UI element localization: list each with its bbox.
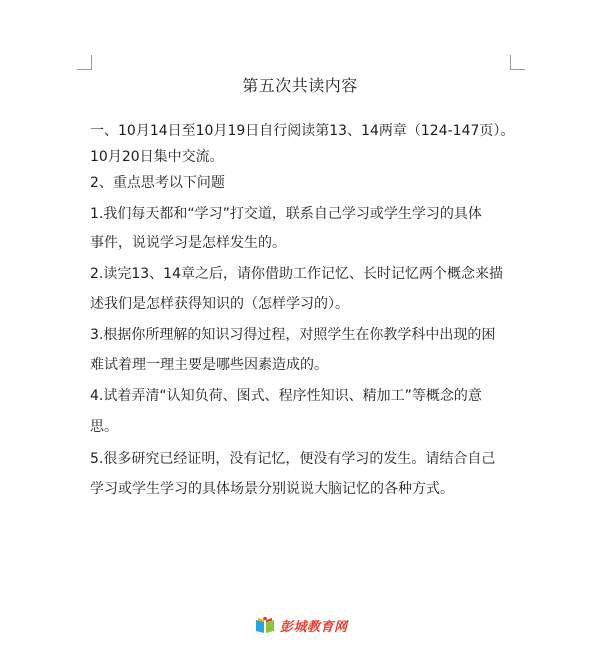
document-title: 第五次共读内容 <box>242 76 358 95</box>
footer-logo <box>255 614 348 636</box>
logo-text: 彭城教育网 <box>280 619 348 635</box>
body-line-3: 2、重点思考以下问题 <box>90 175 225 191</box>
body-line-13: 学习或学生学习的具体场景分别说说大脑记忆的各种方式。 <box>90 481 454 497</box>
body-line-7: 述我们是怎样获得知识的（怎样学习的）。 <box>90 296 349 312</box>
body-line-12: 5.很多研究已经证明，没有记忆，便没有学习的发生。请结合自己 <box>90 451 496 467</box>
body-line-10: 4.试着弄清“认知负荷、图式、程序性知识、精加工”等概念的意 <box>90 388 482 404</box>
body-line-6: 2.读完13、14章之后，请你借助工作记忆、长时记忆两个概念来描 <box>90 266 503 282</box>
body-line-5: 事件，说说学习是怎样发生的。 <box>90 235 286 251</box>
body-line-11: 思。 <box>90 419 118 435</box>
crop-mark-top-right <box>510 55 525 70</box>
body-line-8: 3.根据你所理解的知识习得过程，对照学生在你教学科中出现的困 <box>90 327 496 343</box>
body-line-2: 10月20日集中交流。 <box>90 149 224 165</box>
crop-mark-top-left <box>77 55 92 70</box>
body-line-1: 一、10月14日至10月19日自行阅读第13、14两章（124-147页）。 <box>90 123 515 139</box>
body-line-4: 1.我们每天都和“学习”打交道，联系自己学习或学生学习的具体 <box>90 206 482 222</box>
open-book-icon <box>255 616 275 634</box>
body-line-9: 难试着理一理主要是哪些因素造成的。 <box>90 357 328 373</box>
